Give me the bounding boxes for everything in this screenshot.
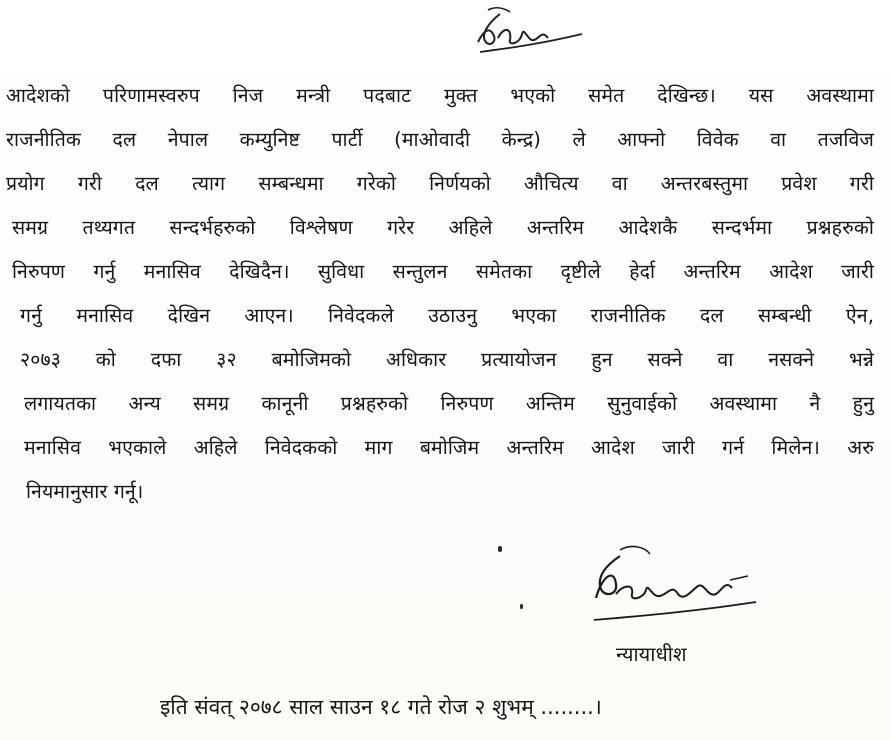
paragraph-line-4: समग्र तथ्यगत सन्दर्भहरुको विश्लेषण गरेर अहिले अन्तरिम आदेशकै सन्दर्भमा प्रश्नहरुको — [12, 216, 874, 239]
ink-dot-1 — [498, 546, 502, 552]
paragraph-line-1: आदेशको परिणामस्वरुप निज मन्त्री पदबाट मुक्त भएको समेत देखिन्छ। यस अवस्थामा — [6, 84, 874, 107]
paragraph-line-3: प्रयोग गरी दल त्याग सम्बन्धमा गरेको निर्णयको औचित्य वा अन्तरबस्तुमा प्रवेश गरी — [6, 172, 875, 195]
paragraph-line-2: राजनीतिक दल नेपाल कम्युनिष्ट पार्टी (माओवादी केन्द्र) ले आफ्नो विवेक वा तजविज — [6, 128, 874, 151]
paragraph-line-5: निरुपण गर्नु मनासिव देखिदैन। सुविधा सन्तुलन समेतका दृष्टीले हेर्दा अन्तरिम आदेश जारी — [12, 260, 874, 283]
judge-title: न्यायाधीश — [616, 642, 687, 666]
top-signature-icon — [470, 0, 590, 60]
paragraph-line-10: नियमानुसार गर्नू। — [26, 480, 144, 503]
paragraph-line-7: २०७३ को दफा ३२ बमोजिमको अधिकार प्रत्यायोजन हुन सक्ने वा नसक्ने भन्ने — [20, 348, 874, 371]
judge-signature-icon — [580, 540, 760, 632]
closing-date-line: इति संवत् २०७८ साल साउन १८ गते रोज २ शुभम् ........। — [160, 695, 602, 719]
paragraph-line-9: मनासिव भएकाले अहिले निवेदकको माग बमोजिम अन्तरिम आदेश जारी गर्न मिलेन। अरु — [24, 436, 874, 459]
paragraph-line-6: गर्नु मनासिव देखिन आएन। निवेदकले उठाउनु भएका राजनीतिक दल सम्बन्धी ऐन, — [20, 304, 874, 327]
paragraph-line-8: लगायतका अन्य समग्र कानूनी प्रश्नहरुको निरुपण अन्तिम सुनुवाईको अवस्थामा नै हुनु — [24, 392, 874, 415]
ink-dot-2 — [520, 604, 523, 609]
